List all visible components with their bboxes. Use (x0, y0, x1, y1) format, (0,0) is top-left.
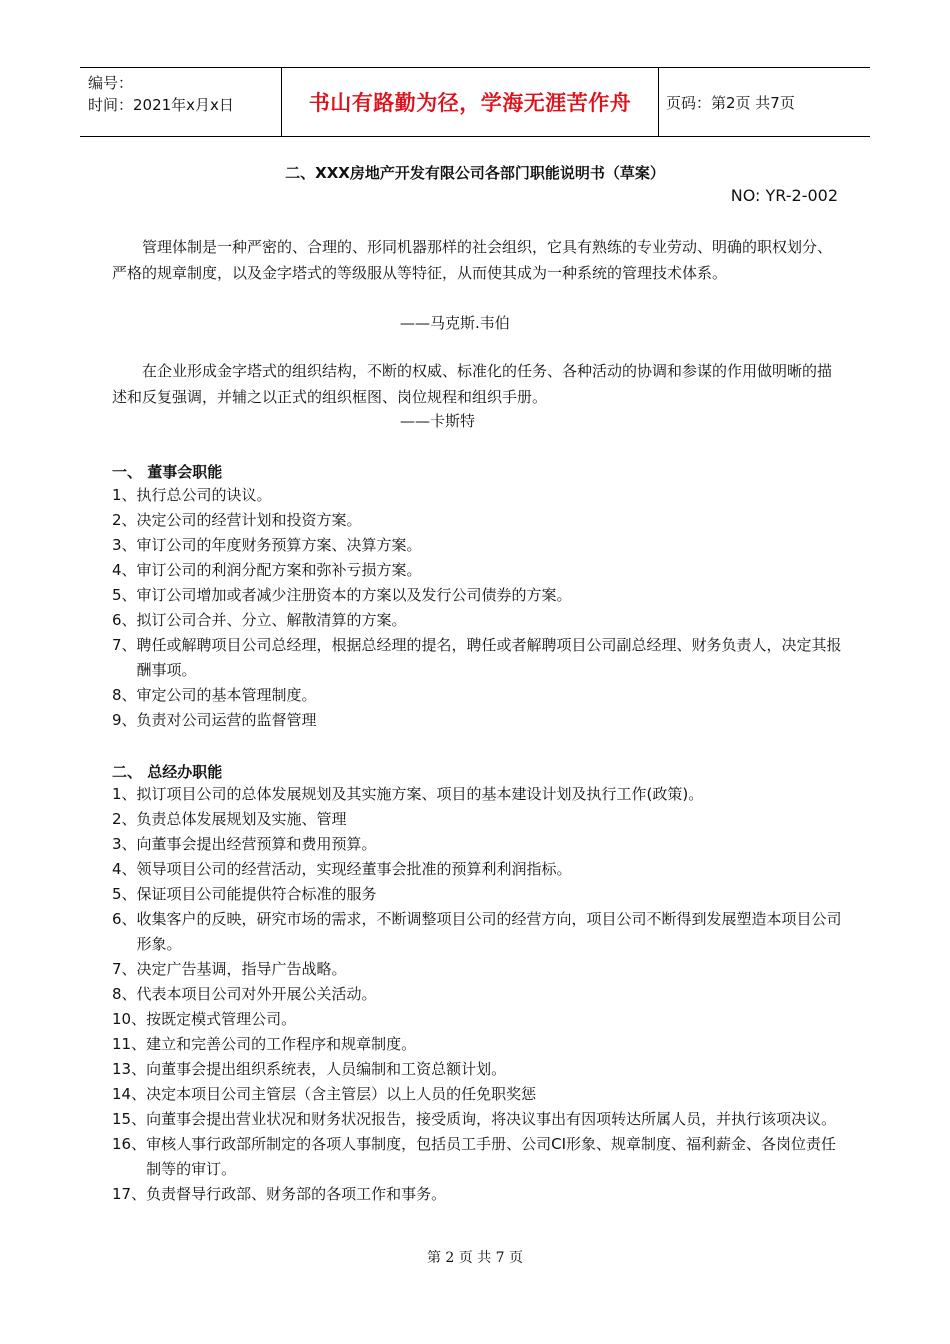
document-title: 二、XXX房地产开发有限公司各部门职能说明书（草案） (285, 164, 665, 182)
list-item (112, 807, 842, 832)
list-item-text: 拟订公司合并、分立、解散清算的方案。 (136, 611, 407, 629)
list-item (112, 982, 842, 1007)
list-item-text: 负责督导行政部、财务部的各项工作和事务。 (146, 1185, 447, 1203)
list-item (112, 1132, 842, 1182)
list-item (112, 1082, 842, 1107)
list-item-text: 审订公司的年度财务预算方案、决算方案。 (136, 536, 422, 554)
quote-paragraph-1: 管理体制是一种严密的、合理的、形同机器那样的社会组织，它具有熟练的专业劳动、明确的职权划分、严格的规章制度，以及金字塔式的等级服从等特征，从而使其成为一种系统的管理技术体系。 (112, 238, 833, 282)
list-item-text: 按既定模式管理公司。 (146, 1010, 297, 1028)
list-item-text: 负责总体发展规划及实施、管理 (136, 810, 347, 828)
page-header (80, 67, 870, 137)
list-item-text: 拟订项目公司的总体发展规划及其实施方案、项目的基本建设计划及执行工作(政策)。 (136, 785, 704, 803)
quote-author-1: ——马克斯.韦伯 (400, 314, 510, 332)
list-item (112, 558, 842, 583)
list-item-number: 9、 (112, 711, 137, 729)
list-item-number: 11、 (112, 1035, 147, 1053)
list-item-number: 1、 (112, 486, 137, 504)
quote-author-2: ——卡斯特 (400, 412, 476, 430)
list-item-number: 6、 (112, 910, 137, 928)
list-item-text: 聘任或解聘项目公司总经理，根据总经理的提名，聘任或者解聘项目公司副总经理、财务负责人，决定其报酬事项。 (136, 636, 842, 679)
page-footer: 第 2 页 共 7 页 (426, 1250, 524, 1266)
list-item (112, 832, 842, 857)
list-item (112, 1107, 842, 1132)
list-item-number: 5、 (112, 885, 137, 903)
board-duties-list (112, 483, 842, 733)
list-item-text: 决定广告基调，指导广告战略。 (136, 960, 347, 978)
list-item-text: 向董事会提出营业状况和财务状况报告，接受质询，将决议事出有因项转达所属人员，并执行该项决议。 (146, 1110, 837, 1128)
list-item (112, 683, 842, 708)
list-item-number: 2、 (112, 810, 137, 828)
section-heading-board: 一、 董事会职能 (112, 463, 223, 481)
list-item-number: 10、 (112, 1010, 147, 1028)
list-item-number: 8、 (112, 985, 137, 1003)
list-item (112, 907, 842, 957)
list-item-number: 7、 (112, 636, 137, 654)
list-item (112, 708, 842, 733)
list-item-text: 审核人事行政部所制定的各项人事制度，包括员工手册、公司CI形象、规章制度、福利薪金、各岗位责任制等的审订。 (146, 1135, 836, 1178)
list-item-text: 决定公司的经营计划和投资方案。 (136, 511, 362, 529)
list-item (112, 483, 842, 508)
header-meta (88, 72, 288, 116)
list-item (112, 533, 842, 558)
list-item-number: 5、 (112, 586, 137, 604)
header-page-code: 页码：第2页 共7页 (666, 94, 795, 112)
list-item-number: 13、 (112, 1060, 147, 1078)
list-item-text: 建立和完善公司的工作程序和规章制度。 (146, 1035, 417, 1053)
list-item (112, 782, 842, 807)
list-item-number: 8、 (112, 686, 137, 704)
list-item (112, 1032, 842, 1057)
list-item (112, 608, 842, 633)
list-item-number: 3、 (112, 835, 137, 853)
list-item-number: 4、 (112, 561, 137, 579)
list-item-text: 审定公司的基本管理制度。 (136, 686, 317, 704)
section-heading-gm-office: 二、 总经办职能 (112, 763, 223, 781)
list-item-number: 4、 (112, 860, 137, 878)
header-number-label: 编号： (88, 74, 134, 92)
list-item-text: 保证项目公司能提供符合标准的服务 (136, 885, 377, 903)
list-item-text: 领导项目公司的经营活动，实现经董事会批准的预算利利润指标。 (136, 860, 572, 878)
list-item (112, 882, 842, 907)
list-item-text: 审订公司的利润分配方案和弥补亏损方案。 (136, 561, 422, 579)
list-item-text: 向董事会提出组织系统表，人员编制和工资总额计划。 (146, 1060, 507, 1078)
list-item-number: 2、 (112, 511, 137, 529)
document-number: NO: YR-2-002 (730, 186, 838, 205)
list-item (112, 583, 842, 608)
list-item (112, 957, 842, 982)
list-item-number: 3、 (112, 536, 137, 554)
list-item (112, 857, 842, 882)
list-item (112, 1007, 842, 1032)
list-item-text: 负责对公司运营的监督管理 (136, 711, 317, 729)
list-item-number: 17、 (112, 1185, 147, 1203)
list-item (112, 633, 842, 683)
gm-office-duties-list (112, 782, 842, 1207)
list-item-number: 15、 (112, 1110, 147, 1128)
list-item (112, 1057, 842, 1082)
list-item-number: 16、 (112, 1135, 147, 1153)
list-item-number: 14、 (112, 1085, 147, 1103)
list-item-number: 6、 (112, 611, 137, 629)
list-item-number: 7、 (112, 960, 137, 978)
list-item (112, 508, 842, 533)
list-item-text: 收集客户的反映，研究市场的需求，不断调整项目公司的经营方向，项目公司不断得到发展塑造本项目公司形象。 (136, 910, 842, 953)
header-time-label: 时间：2021年x月x日 (88, 96, 234, 114)
list-item-text: 决定本项目公司主管层（含主管层）以上人员的任免职奖惩 (146, 1085, 537, 1103)
list-item-text: 向董事会提出经营预算和费用预算。 (136, 835, 377, 853)
list-item (112, 1182, 842, 1207)
list-item-text: 代表本项目公司对外开展公关活动。 (136, 985, 377, 1003)
header-motto: 书山有路勤为径，学海无涯苦作舟 (281, 68, 659, 136)
list-item-number: 1、 (112, 785, 137, 803)
quote-paragraph-2: 在企业形成金字塔式的组织结构，不断的权威、标准化的任务、各种活动的协调和参谋的作用做明晰的描述和反复强调，并辅之以正式的组织框图、岗位规程和组织手册。 (112, 362, 833, 406)
list-item-text: 审订公司增加或者减少注册资本的方案以及发行公司债券的方案。 (136, 586, 572, 604)
list-item-text: 执行总公司的诀议。 (136, 486, 272, 504)
